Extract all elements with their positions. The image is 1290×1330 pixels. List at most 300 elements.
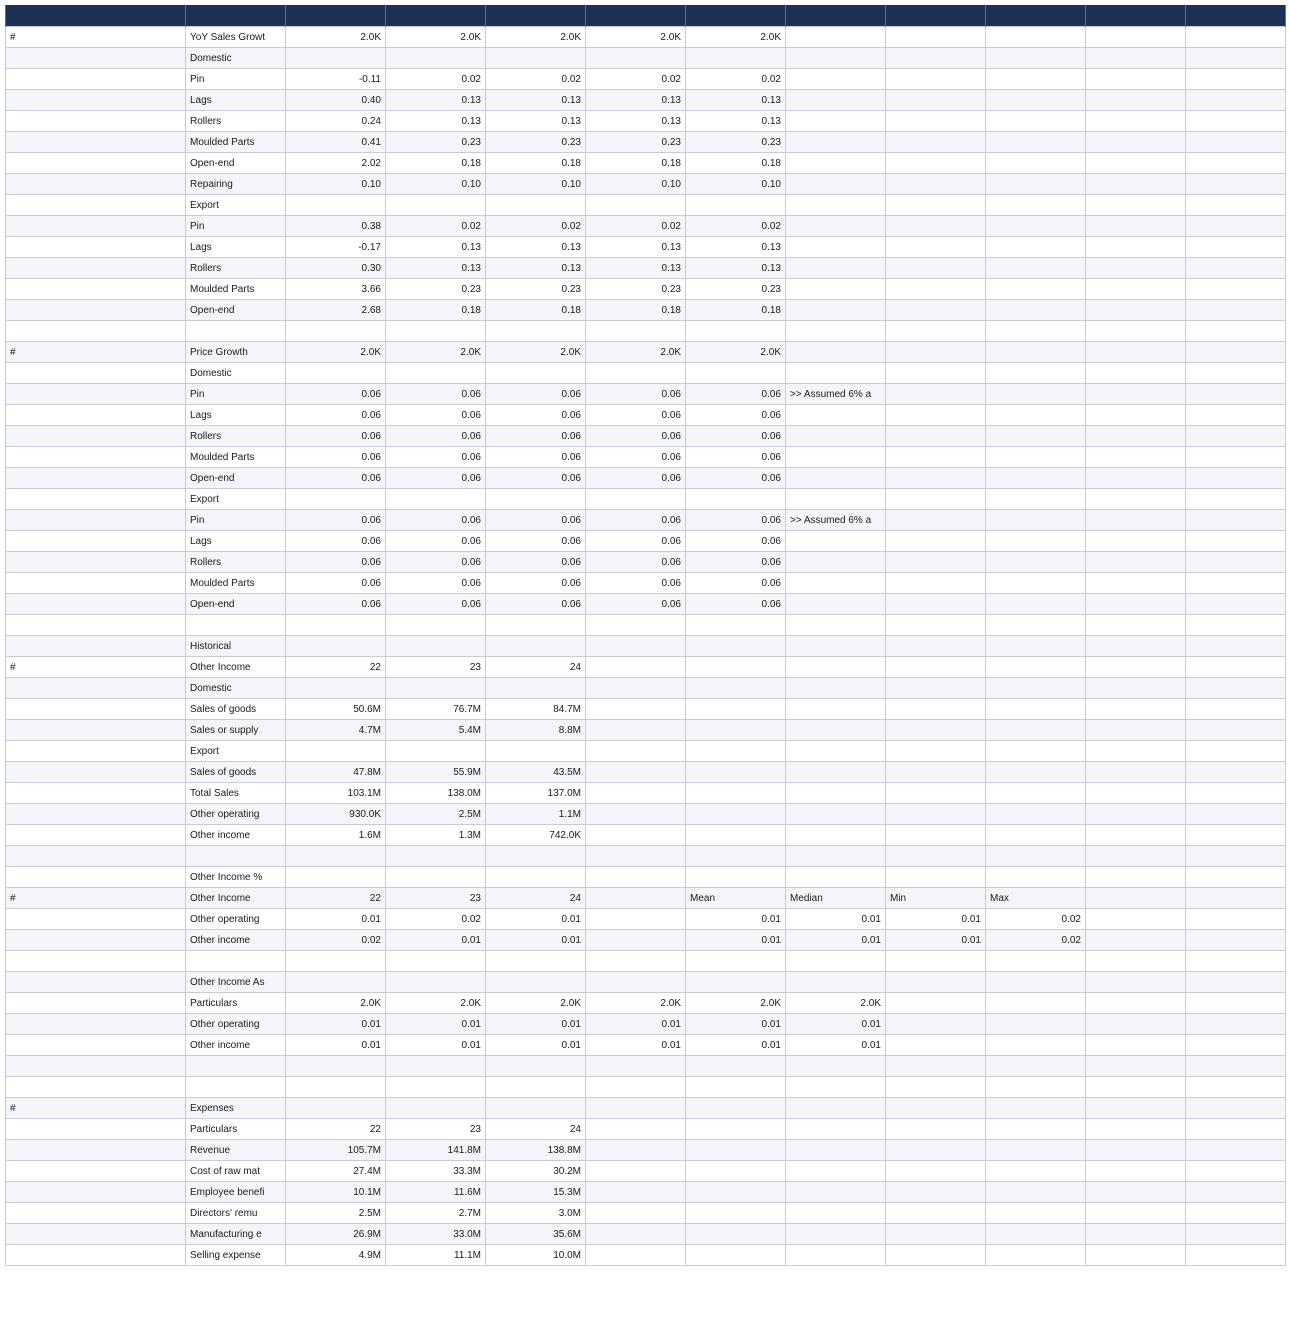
cell[interactable] <box>786 1056 886 1077</box>
cell[interactable]: 0.13 <box>486 111 586 132</box>
cell[interactable]: 0.01 <box>486 1035 586 1056</box>
cell[interactable] <box>6 699 186 720</box>
cell[interactable] <box>786 594 886 615</box>
cell[interactable]: 2.0K <box>286 342 386 363</box>
cell[interactable] <box>1086 888 1186 909</box>
column-header-4[interactable] <box>486 5 586 27</box>
cell[interactable] <box>1086 825 1186 846</box>
cell[interactable] <box>886 363 986 384</box>
cell[interactable]: Other income <box>186 825 286 846</box>
cell[interactable] <box>6 1161 186 1182</box>
cell[interactable]: Manufacturing e <box>186 1224 286 1245</box>
cell[interactable] <box>6 447 186 468</box>
cell[interactable]: 0.06 <box>486 531 586 552</box>
cell[interactable]: Rollers <box>186 426 286 447</box>
cell[interactable] <box>886 510 986 531</box>
cell[interactable]: 76.7M <box>386 699 486 720</box>
cell[interactable]: 0.23 <box>386 279 486 300</box>
cell[interactable] <box>6 762 186 783</box>
cell[interactable] <box>1186 1182 1286 1203</box>
cell[interactable] <box>1186 90 1286 111</box>
cell[interactable]: 0.06 <box>386 552 486 573</box>
cell[interactable] <box>1186 1014 1286 1035</box>
cell[interactable] <box>786 573 886 594</box>
cell[interactable]: 0.06 <box>386 573 486 594</box>
cell[interactable] <box>786 363 886 384</box>
cell[interactable] <box>286 972 386 993</box>
cell[interactable] <box>1086 573 1186 594</box>
cell[interactable]: 23 <box>386 888 486 909</box>
cell[interactable] <box>6 1203 186 1224</box>
cell[interactable]: 24 <box>486 888 586 909</box>
cell[interactable] <box>886 1056 986 1077</box>
cell[interactable] <box>1186 1098 1286 1119</box>
cell[interactable] <box>986 384 1086 405</box>
cell[interactable] <box>1086 48 1186 69</box>
cell[interactable]: 4.7M <box>286 720 386 741</box>
cell[interactable] <box>6 1056 186 1077</box>
cell[interactable] <box>6 1077 186 1098</box>
cell[interactable] <box>686 1224 786 1245</box>
cell[interactable] <box>386 489 486 510</box>
cell[interactable] <box>1086 678 1186 699</box>
cell[interactable] <box>1086 951 1186 972</box>
cell[interactable]: 0.06 <box>286 531 386 552</box>
cell[interactable] <box>586 804 686 825</box>
cell[interactable] <box>886 552 986 573</box>
column-header-7[interactable] <box>786 5 886 27</box>
cell[interactable] <box>986 573 1086 594</box>
cell[interactable]: 0.01 <box>286 1014 386 1035</box>
cell[interactable]: Domestic <box>186 363 286 384</box>
cell[interactable] <box>6 468 186 489</box>
cell[interactable]: 2.0K <box>586 342 686 363</box>
cell[interactable] <box>1086 69 1186 90</box>
cell[interactable]: Pin <box>186 510 286 531</box>
cell[interactable] <box>586 1161 686 1182</box>
cell[interactable] <box>986 216 1086 237</box>
cell[interactable]: 0.01 <box>286 909 386 930</box>
cell[interactable]: Open-end <box>186 300 286 321</box>
cell[interactable]: 0.06 <box>486 552 586 573</box>
cell[interactable] <box>1186 48 1286 69</box>
cell[interactable] <box>586 846 686 867</box>
cell[interactable] <box>1086 1140 1186 1161</box>
cell[interactable] <box>1186 972 1286 993</box>
cell[interactable] <box>886 615 986 636</box>
cell[interactable]: 0.06 <box>386 594 486 615</box>
cell[interactable] <box>1086 195 1186 216</box>
cell[interactable] <box>686 1245 786 1266</box>
cell[interactable]: 0.06 <box>486 468 586 489</box>
cell[interactable] <box>286 195 386 216</box>
cell[interactable]: 0.06 <box>486 384 586 405</box>
cell[interactable] <box>786 1161 886 1182</box>
cell[interactable] <box>1186 1245 1286 1266</box>
cell[interactable] <box>6 783 186 804</box>
cell[interactable] <box>986 1077 1086 1098</box>
cell[interactable] <box>1086 174 1186 195</box>
cell[interactable] <box>286 846 386 867</box>
cell[interactable] <box>1186 195 1286 216</box>
cell[interactable] <box>1086 1245 1186 1266</box>
cell[interactable] <box>1186 804 1286 825</box>
cell[interactable]: 47.8M <box>286 762 386 783</box>
cell[interactable] <box>886 1182 986 1203</box>
cell[interactable] <box>686 489 786 510</box>
cell[interactable]: 0.01 <box>686 1014 786 1035</box>
cell[interactable] <box>986 405 1086 426</box>
cell[interactable]: 0.06 <box>286 594 386 615</box>
cell[interactable] <box>1086 258 1186 279</box>
cell[interactable]: 0.02 <box>386 69 486 90</box>
cell[interactable] <box>686 195 786 216</box>
cell[interactable] <box>386 1098 486 1119</box>
cell[interactable]: 0.06 <box>686 573 786 594</box>
cell[interactable] <box>1186 300 1286 321</box>
cell[interactable]: 0.06 <box>386 447 486 468</box>
cell[interactable]: 0.01 <box>586 1035 686 1056</box>
cell[interactable] <box>486 1077 586 1098</box>
cell[interactable] <box>6 321 186 342</box>
cell[interactable] <box>786 552 886 573</box>
cell[interactable] <box>1186 741 1286 762</box>
cell[interactable]: 2.0K <box>686 27 786 48</box>
cell[interactable] <box>886 867 986 888</box>
cell[interactable]: Export <box>186 195 286 216</box>
cell[interactable]: 3.66 <box>286 279 386 300</box>
cell[interactable] <box>6 615 186 636</box>
cell[interactable] <box>1186 1224 1286 1245</box>
cell[interactable]: 84.7M <box>486 699 586 720</box>
cell[interactable] <box>886 1203 986 1224</box>
cell[interactable] <box>986 657 1086 678</box>
cell[interactable]: 0.13 <box>586 258 686 279</box>
cell[interactable]: 0.24 <box>286 111 386 132</box>
cell[interactable]: 0.06 <box>586 447 686 468</box>
cell[interactable] <box>986 195 1086 216</box>
cell[interactable] <box>1086 552 1186 573</box>
cell[interactable] <box>386 678 486 699</box>
cell[interactable] <box>1186 615 1286 636</box>
cell[interactable] <box>486 321 586 342</box>
cell[interactable]: 0.06 <box>486 426 586 447</box>
cell[interactable] <box>1086 363 1186 384</box>
cell[interactable]: 1.1M <box>486 804 586 825</box>
cell[interactable]: Lags <box>186 405 286 426</box>
cell[interactable] <box>886 405 986 426</box>
cell[interactable] <box>6 909 186 930</box>
cell[interactable] <box>986 1035 1086 1056</box>
cell[interactable] <box>6 636 186 657</box>
cell[interactable]: 22 <box>286 1119 386 1140</box>
cell[interactable] <box>986 678 1086 699</box>
cell[interactable] <box>986 1014 1086 1035</box>
cell[interactable] <box>6 279 186 300</box>
cell[interactable]: 0.18 <box>486 300 586 321</box>
cell[interactable] <box>886 195 986 216</box>
cell[interactable] <box>1086 510 1186 531</box>
cell[interactable] <box>1186 762 1286 783</box>
cell[interactable] <box>886 531 986 552</box>
cell[interactable] <box>286 867 386 888</box>
cell[interactable]: # <box>6 657 186 678</box>
cell[interactable] <box>986 636 1086 657</box>
cell[interactable] <box>1186 279 1286 300</box>
cell[interactable] <box>6 1119 186 1140</box>
cell[interactable] <box>1086 909 1186 930</box>
cell[interactable]: Open-end <box>186 468 286 489</box>
cell[interactable] <box>1186 531 1286 552</box>
cell[interactable] <box>1086 468 1186 489</box>
cell[interactable] <box>1186 1077 1286 1098</box>
cell[interactable] <box>986 279 1086 300</box>
cell[interactable] <box>786 867 886 888</box>
cell[interactable]: 2.0K <box>286 993 386 1014</box>
cell[interactable] <box>986 1245 1086 1266</box>
cell[interactable] <box>786 741 886 762</box>
cell[interactable] <box>686 972 786 993</box>
cell[interactable]: 43.5M <box>486 762 586 783</box>
cell[interactable] <box>1086 447 1186 468</box>
cell[interactable]: 0.06 <box>286 573 386 594</box>
cell[interactable]: 0.18 <box>486 153 586 174</box>
cell[interactable]: 10.0M <box>486 1245 586 1266</box>
cell[interactable] <box>1086 1182 1186 1203</box>
cell[interactable]: 0.02 <box>686 69 786 90</box>
cell[interactable]: 0.06 <box>286 405 386 426</box>
cell[interactable] <box>486 636 586 657</box>
cell[interactable] <box>486 678 586 699</box>
cell[interactable] <box>286 48 386 69</box>
cell[interactable] <box>786 216 886 237</box>
cell[interactable]: 0.13 <box>486 258 586 279</box>
cell[interactable]: 50.6M <box>286 699 386 720</box>
cell[interactable]: Other income <box>186 1035 286 1056</box>
cell[interactable]: 742.0K <box>486 825 586 846</box>
cell[interactable]: 2.0K <box>586 27 686 48</box>
cell[interactable] <box>986 426 1086 447</box>
cell[interactable] <box>1086 1056 1186 1077</box>
cell[interactable]: 0.13 <box>586 237 686 258</box>
cell[interactable] <box>6 573 186 594</box>
cell[interactable] <box>486 951 586 972</box>
cell[interactable]: 0.06 <box>386 510 486 531</box>
cell[interactable]: 0.23 <box>686 132 786 153</box>
cell[interactable] <box>886 342 986 363</box>
cell[interactable]: 0.06 <box>286 468 386 489</box>
cell[interactable]: 0.13 <box>386 237 486 258</box>
cell[interactable]: Pin <box>186 384 286 405</box>
cell[interactable] <box>6 846 186 867</box>
cell[interactable] <box>1186 1056 1286 1077</box>
cell[interactable]: 2.5M <box>386 804 486 825</box>
cell[interactable] <box>786 1098 886 1119</box>
cell[interactable] <box>6 867 186 888</box>
cell[interactable]: 0.06 <box>286 552 386 573</box>
cell[interactable]: 0.06 <box>486 594 586 615</box>
cell[interactable] <box>586 615 686 636</box>
cell[interactable] <box>886 783 986 804</box>
cell[interactable] <box>1086 1203 1186 1224</box>
cell[interactable]: -0.17 <box>286 237 386 258</box>
cell[interactable]: # <box>6 1098 186 1119</box>
cell[interactable]: 55.9M <box>386 762 486 783</box>
cell[interactable]: 0.13 <box>386 111 486 132</box>
cell[interactable] <box>386 195 486 216</box>
cell[interactable] <box>1186 447 1286 468</box>
cell[interactable]: 0.06 <box>686 510 786 531</box>
cell[interactable] <box>686 804 786 825</box>
cell[interactable] <box>986 615 1086 636</box>
cell[interactable] <box>886 1224 986 1245</box>
cell[interactable] <box>786 69 886 90</box>
cell[interactable] <box>486 363 586 384</box>
cell[interactable] <box>986 237 1086 258</box>
cell[interactable]: Mean <box>686 888 786 909</box>
cell[interactable] <box>786 195 886 216</box>
cell[interactable] <box>186 321 286 342</box>
cell[interactable] <box>286 636 386 657</box>
cell[interactable]: Particulars <box>186 993 286 1014</box>
cell[interactable]: 1.6M <box>286 825 386 846</box>
cell[interactable]: 103.1M <box>286 783 386 804</box>
cell[interactable] <box>586 1140 686 1161</box>
cell[interactable]: 0.06 <box>586 594 686 615</box>
cell[interactable] <box>6 111 186 132</box>
cell[interactable] <box>886 426 986 447</box>
cell[interactable] <box>1086 384 1186 405</box>
cell[interactable] <box>1086 1098 1186 1119</box>
cell[interactable]: Revenue <box>186 1140 286 1161</box>
cell[interactable] <box>686 1119 786 1140</box>
cell[interactable] <box>586 783 686 804</box>
cell[interactable] <box>1186 720 1286 741</box>
cell[interactable] <box>986 321 1086 342</box>
cell[interactable] <box>886 279 986 300</box>
cell[interactable]: 26.9M <box>286 1224 386 1245</box>
cell[interactable] <box>886 573 986 594</box>
cell[interactable] <box>886 1098 986 1119</box>
cell[interactable] <box>886 951 986 972</box>
cell[interactable] <box>986 846 1086 867</box>
cell[interactable]: 0.23 <box>486 279 586 300</box>
cell[interactable] <box>786 825 886 846</box>
cell[interactable] <box>1086 27 1186 48</box>
cell[interactable] <box>6 216 186 237</box>
cell[interactable]: 0.06 <box>686 594 786 615</box>
cell[interactable]: Rollers <box>186 552 286 573</box>
cell[interactable]: 0.18 <box>686 300 786 321</box>
cell[interactable]: 0.06 <box>486 405 586 426</box>
cell[interactable] <box>6 804 186 825</box>
cell[interactable] <box>686 363 786 384</box>
cell[interactable] <box>886 153 986 174</box>
cell[interactable] <box>786 300 886 321</box>
cell[interactable]: 1.3M <box>386 825 486 846</box>
cell[interactable] <box>6 195 186 216</box>
cell[interactable] <box>986 27 1086 48</box>
cell[interactable] <box>786 489 886 510</box>
cell[interactable] <box>6 1140 186 1161</box>
cell[interactable] <box>786 615 886 636</box>
cell[interactable]: 0.23 <box>386 132 486 153</box>
cell[interactable] <box>1186 363 1286 384</box>
cell[interactable] <box>1186 489 1286 510</box>
cell[interactable]: 0.01 <box>786 930 886 951</box>
cell[interactable] <box>786 1119 886 1140</box>
cell[interactable] <box>686 1203 786 1224</box>
cell[interactable]: 0.01 <box>786 1014 886 1035</box>
cell[interactable]: Moulded Parts <box>186 132 286 153</box>
cell[interactable] <box>886 825 986 846</box>
cell[interactable]: 0.06 <box>586 405 686 426</box>
cell[interactable] <box>1086 153 1186 174</box>
cell[interactable] <box>886 468 986 489</box>
cell[interactable]: 0.01 <box>486 1014 586 1035</box>
cell[interactable] <box>186 1077 286 1098</box>
cell[interactable]: 30.2M <box>486 1161 586 1182</box>
cell[interactable]: 0.10 <box>386 174 486 195</box>
cell[interactable]: 0.13 <box>486 237 586 258</box>
cell[interactable] <box>986 90 1086 111</box>
cell[interactable] <box>1186 1035 1286 1056</box>
cell[interactable]: -0.11 <box>286 69 386 90</box>
cell[interactable]: 0.18 <box>586 153 686 174</box>
cell[interactable] <box>1186 153 1286 174</box>
cell[interactable]: 0.06 <box>686 468 786 489</box>
cell[interactable] <box>686 1056 786 1077</box>
cell[interactable]: 0.06 <box>586 510 686 531</box>
cell[interactable] <box>6 384 186 405</box>
cell[interactable]: 0.06 <box>686 447 786 468</box>
cell[interactable] <box>686 636 786 657</box>
cell[interactable] <box>686 1161 786 1182</box>
cell[interactable] <box>586 321 686 342</box>
cell[interactable] <box>6 174 186 195</box>
cell[interactable]: Particulars <box>186 1119 286 1140</box>
cell[interactable]: # <box>6 27 186 48</box>
cell[interactable] <box>186 951 286 972</box>
cell[interactable] <box>786 657 886 678</box>
cell[interactable]: 2.0K <box>286 27 386 48</box>
cell[interactable] <box>986 741 1086 762</box>
cell[interactable] <box>586 867 686 888</box>
cell[interactable]: Export <box>186 489 286 510</box>
cell[interactable]: Rollers <box>186 111 286 132</box>
cell[interactable]: 0.06 <box>286 510 386 531</box>
cell[interactable] <box>786 972 886 993</box>
cell[interactable] <box>586 1056 686 1077</box>
cell[interactable] <box>1086 216 1186 237</box>
cell[interactable] <box>286 1056 386 1077</box>
cell[interactable]: 2.0K <box>686 342 786 363</box>
cell[interactable]: 0.06 <box>686 384 786 405</box>
cell[interactable] <box>6 258 186 279</box>
cell[interactable]: 23 <box>386 657 486 678</box>
cell[interactable] <box>286 489 386 510</box>
cell[interactable] <box>6 930 186 951</box>
cell[interactable]: 0.06 <box>386 384 486 405</box>
cell[interactable] <box>986 111 1086 132</box>
column-header-9[interactable] <box>986 5 1086 27</box>
cell[interactable]: 0.06 <box>286 426 386 447</box>
cell[interactable]: 0.02 <box>986 930 1086 951</box>
cell[interactable] <box>1086 762 1186 783</box>
cell[interactable]: 0.06 <box>686 426 786 447</box>
cell[interactable]: Sales or supply <box>186 720 286 741</box>
cell[interactable] <box>1086 132 1186 153</box>
